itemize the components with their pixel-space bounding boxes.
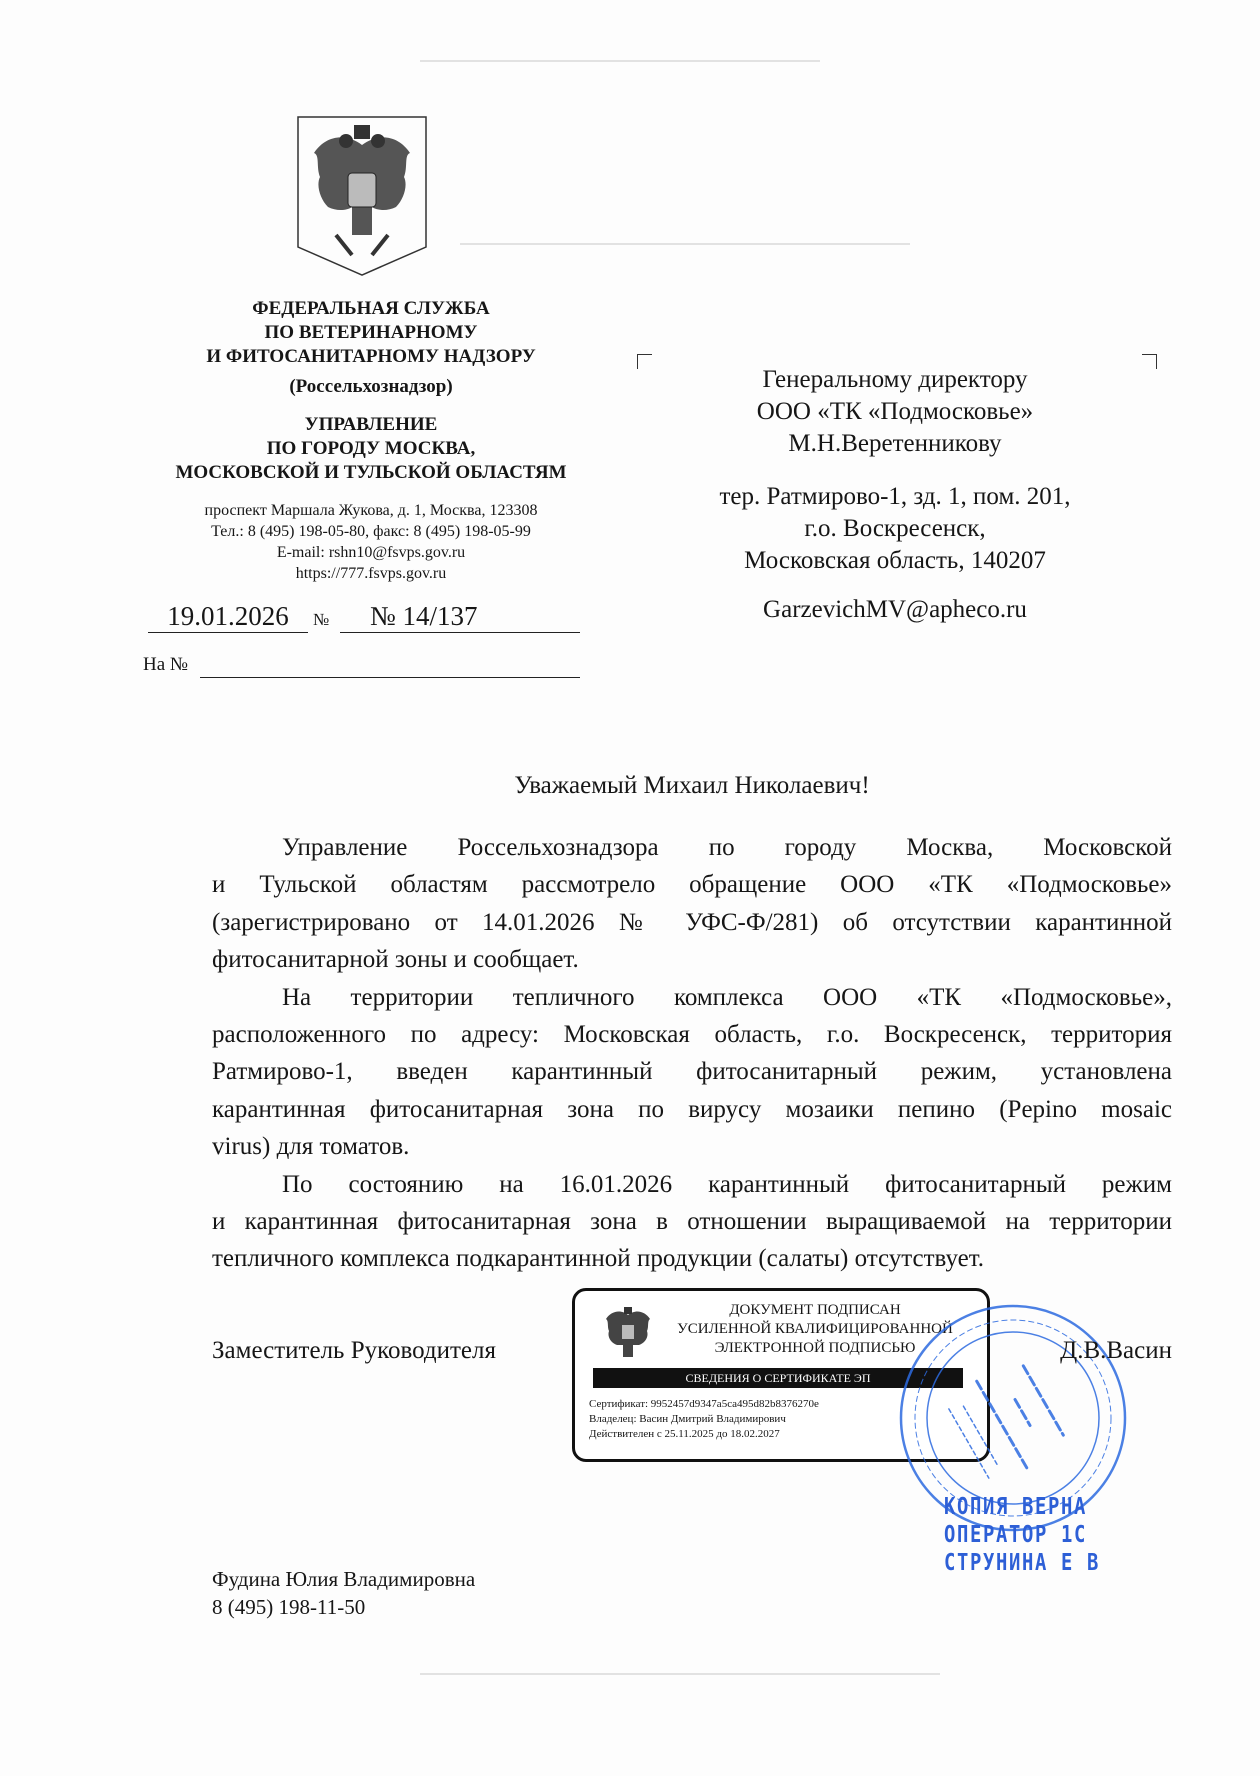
text-line: тепличного комплекса подкарантинной продукции (салаты) отсутствует. [212,1245,985,1273]
paragraph [212,1166,1172,1278]
copy-stamp-line: СТРУНИНА Е В [944,1550,1100,1576]
address-line: тер. Ратмирово-1, зд. 1, пом. 201, [719,483,1071,510]
reply-to-line [200,677,580,678]
scan-artifact [420,1673,940,1675]
address-corner-mark [1142,354,1157,369]
greeting: Уважаемый Михаил Николаевич! [514,772,870,799]
copy-stamp-line: ОПЕРАТОР 1С [944,1522,1087,1548]
text-line: Ратмирово-1, введен карантинный фитосанитарный режим, установлена [212,1058,1172,1086]
address-line: Московская область, 140207 [744,547,1046,574]
letter-date: 19.01.2026 [148,600,308,633]
sender-phone: Тел.: 8 (495) 198-05-80, факс: 8 (495) 198-05-99 [211,523,531,540]
esign-validity: Действителен с 25.11.2025 до 18.02.2027 [589,1428,780,1440]
copy-certified-stamp [944,1493,1100,1577]
paragraph [212,829,1172,979]
esign-cert-bar: СВЕДЕНИЯ О СЕРТИФИКАТЕ ЭП [593,1368,963,1388]
paragraph [212,979,1172,1166]
esign-title-line: УСИЛЕННОЙ КВАЛИФИЦИРОВАННОЙ [677,1321,953,1337]
coat-of-arms-emblem [296,115,428,277]
esign-title-line: ДОКУМЕНТ ПОДПИСАН [729,1302,901,1318]
signatory-position: Заместитель Руководителя [212,1337,496,1364]
text-line: и Тульской областям рассмотрело обращение ООО «ТК «Подмосковье» [212,871,1172,899]
org-line: И ФИТОСАНИТАРНОМУ НАДЗОРУ [206,346,536,367]
number-label: № [313,610,330,629]
signatory-name: Д.В.Васин [1060,1337,1172,1364]
recipient-line: М.Н.Веретенникову [788,430,1002,457]
org-line: ПО ВЕТЕРИНАРНОМУ [264,322,478,343]
org-line: ФЕДЕРАЛЬНАЯ СЛУЖБА [252,298,490,319]
text-line: фитосанитарной зоны и сообщает. [212,946,579,974]
electronic-signature-block [572,1288,990,1462]
scan-artifact [420,60,820,62]
sender-website: https://777.fsvps.gov.ru [295,565,447,582]
reply-to-label: На № [143,654,189,675]
text-line: и карантинная фитосанитарная зона в отношении выращиваемой на территории [212,1207,1172,1235]
sender-org-name [140,297,602,369]
letter-body [212,829,1172,1278]
address-corner-mark [637,354,652,369]
dept-line: МОСКОВСКОЙ И ТУЛЬСКОЙ ОБЛАСТЯМ [175,462,567,483]
sender-org-short: (Россельхознадзор) [289,376,453,397]
text-line: virus) для томатов. [212,1133,410,1161]
letter-number: № 14/137 [340,600,580,633]
sender-contacts [140,500,602,584]
esign-certificate: Сертификат: 9952457d9347a5ca495d82b8376270e [589,1398,819,1410]
dept-line: УПРАВЛЕНИЕ [304,414,438,435]
coat-of-arms-icon [603,1305,653,1366]
esign-title-line: ЭЛЕКТРОННОЙ ПОДПИСЬЮ [714,1340,916,1356]
recipient-line: ООО «ТК «Подмосковье» [756,398,1034,425]
executor-phone: 8 (495) 198-11-50 [212,1595,366,1619]
text-line: По состоянию на 16.01.2026 карантинный фитосанитарный режим [282,1170,1172,1198]
scan-artifact [460,243,910,245]
sender-department [140,413,602,485]
esign-owner: Владелец: Васин Дмитрий Владимирович [589,1413,786,1425]
text-line: (зарегистрировано от 14.01.2026 № УФС-Ф/281) об отсутствии карантинной [212,908,1172,936]
recipient-address [660,481,1130,577]
sender-email: E-mail: rshn10@fsvps.gov.ru [276,544,466,561]
executor-name: Фудина Юлия Владимировна [212,1567,476,1591]
recipient-name [660,364,1130,460]
copy-stamp-line: КОПИЯ ВЕРНА [944,1494,1087,1520]
esign-title [655,1301,975,1358]
text-line: На территории тепличного комплекса ООО «ТК «Подмосковье», [282,983,1172,1011]
sender-address: проспект Маршала Жукова, д. 1, Москва, 123308 [204,502,538,519]
text-line: расположенного по адресу: Московская область, г.о. Воскресенск, территория [212,1020,1172,1048]
esign-cert-details [589,1397,819,1442]
recipient-email: GarzevichMV@apheco.ru [763,596,1027,623]
recipient-line: Генеральному директору [762,366,1028,393]
text-line: Управление Россельхознадзора по городу Москва, Московской [282,834,1172,861]
executor-info [212,1565,475,1621]
address-line: г.о. Воскресенск, [804,515,986,542]
text-line: карантинная фитосанитарная зона по вирусу мозаики пепино (Pepino mosaic [212,1095,1172,1123]
dept-line: ПО ГОРОДУ МОСКВА, [266,438,476,459]
